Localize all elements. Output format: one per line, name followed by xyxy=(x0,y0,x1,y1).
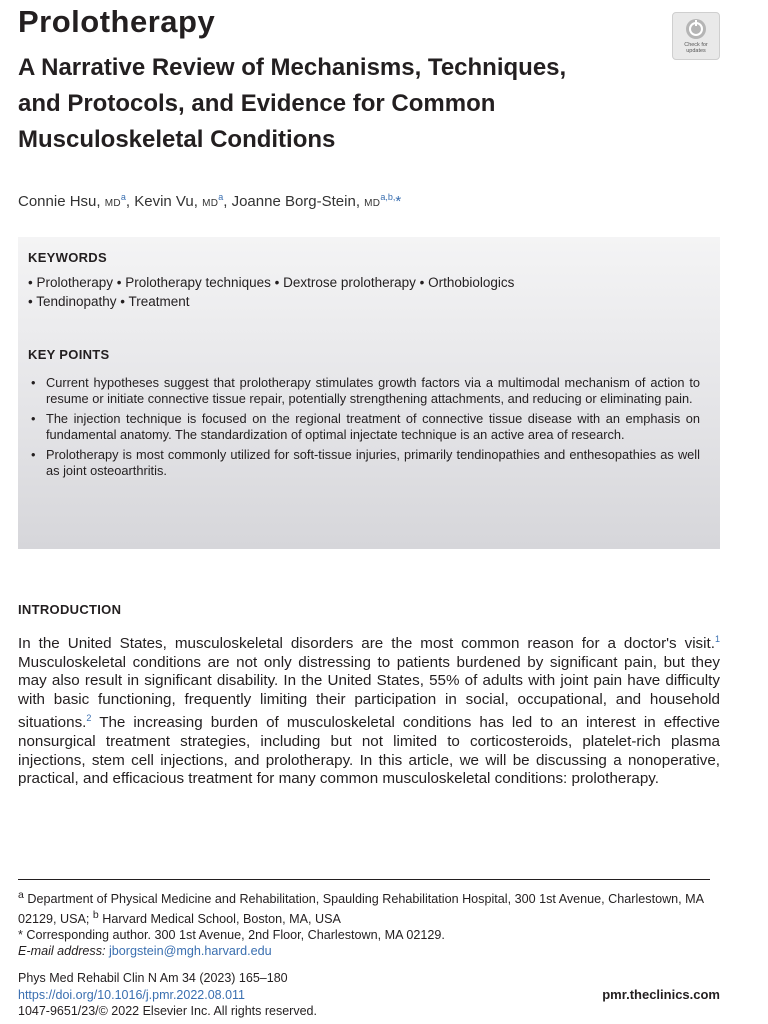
subtitle-line-1: A Narrative Review of Mechanisms, Techniques, xyxy=(18,54,567,81)
reference-link[interactable]: 2 xyxy=(86,713,92,724)
footnotes xyxy=(18,887,718,959)
author-name: Kevin Vu, xyxy=(134,193,198,210)
article-subtitle xyxy=(18,50,688,158)
journal-info xyxy=(18,970,317,1020)
doi-link[interactable]: https://doi.org/10.1016/j.pmr.2022.08.011 xyxy=(18,987,246,1002)
affiliation-mark: a xyxy=(18,889,24,901)
check-for-updates-icon xyxy=(685,18,707,40)
author-affiliation-link[interactable]: a,b, xyxy=(380,192,396,202)
email-line xyxy=(18,943,718,959)
introduction-paragraph xyxy=(18,630,720,789)
affiliations-footnote xyxy=(18,887,718,927)
key-point-item: • Prolotherapy is most commonly utilized for soft-tissue injuries, primarily tendinopathies and enthesopathies as well as joint osteoarthritis. xyxy=(28,447,700,478)
author-affiliation-link[interactable]: a xyxy=(218,192,224,202)
author-affiliation-link[interactable]: a xyxy=(120,192,126,202)
key-point-item: • Current hypotheses suggest that prolotherapy stimulates growth factors via a multimodal mechanism of action to resume or initiate connective tissue repair, potentially strengthening attachments, and reducing or eliminating pain. xyxy=(28,375,700,406)
affiliation-a: Department of Physical Medicine and Rehabilitation, Spaulding Rehabilitation Hospital, 300 1st Avenue, Charlestown, MA 02129, USA; xyxy=(18,892,704,927)
intro-text-2: Musculoskeletal conditions are not only distressing to patients burdened by significant pain, but they may also result in significant disability. In the United States, 55% of adults with joint pain have difficulty with basic functioning, frequently limiting their participation in social, occupational, and household situations. xyxy=(18,653,720,732)
author-degree: MD xyxy=(104,198,121,209)
corresponding-author-mark[interactable]: * xyxy=(395,193,402,210)
keywords-line-1: • Prolotherapy • Prolotherapy techniques • Dextrose prolotherapy • Orthobiologics xyxy=(28,275,515,290)
intro-text-1: In the United States, musculoskeletal disorders are the most common reason for a doctor's visit. xyxy=(18,635,715,653)
author-name: Connie Hsu, xyxy=(18,193,101,210)
footnote-divider xyxy=(18,879,710,880)
email-label: E-mail address: xyxy=(18,944,106,959)
key-points-heading: KEY POINTS xyxy=(28,347,110,362)
affiliation-mark: b xyxy=(92,909,99,922)
reference-link[interactable]: 1 xyxy=(714,634,720,644)
abstract-box xyxy=(18,237,720,549)
copyright-line: 1047-9651/23/© 2022 Elsevier Inc. All rights reserved. xyxy=(18,1004,317,1018)
article-title: Prolotherapy xyxy=(18,4,216,39)
author-degree: MD xyxy=(364,198,381,209)
badge-text-line2: updates xyxy=(686,48,706,54)
email-link[interactable]: jborgstein@mgh.harvard.edu xyxy=(109,944,272,959)
author-degree: MD xyxy=(202,198,219,209)
author-list: Connie Hsu, $MD^a$, Kevin Vu, $MD^a$, Joanne Borg-Stein, $MD^{a,b,}*$ xyxy=(18,192,402,210)
journal-citation: Phys Med Rehabil Clin N Am 34 (2023) 165–180 xyxy=(18,971,288,985)
journal-website[interactable]: pmr.theclinics.com xyxy=(602,987,720,1002)
key-point-item: • The injection technique is focused on the regional treatment of connective tissue disease with an emphasis on fundamental anatomy. The standardization of optimal injectate technique is an active area of research. xyxy=(28,411,700,442)
subtitle-line-3: Musculoskeletal Conditions xyxy=(18,126,336,153)
affiliation-b: Harvard Medical School, Boston, MA, USA xyxy=(98,912,341,927)
subtitle-line-2: and Protocols, and Evidence for Common xyxy=(18,90,496,117)
keywords-heading: KEYWORDS xyxy=(28,250,107,265)
keywords-line-2: • Tendinopathy • Treatment xyxy=(28,294,190,309)
badge-text-line1: Check for xyxy=(684,42,708,48)
intro-text-3: The increasing burden of musculoskeletal conditions has led to an interest in effective nonsurgical treatment strategies, including but not limited to corticosteroids, platelet-rich plasma injections, stem cell injections, and prolotherapy. In this article, we will be discussing a nonoperative, practical, and efficacious treatment for many common musculoskeletal conditions: prolotherapy. xyxy=(18,714,720,788)
key-points-list xyxy=(28,375,700,483)
author-name: Joanne Borg-Stein, xyxy=(231,193,360,210)
corresponding-author-note: * Corresponding author. 300 1st Avenue, 2nd Floor, Charlestown, MA 02129. xyxy=(18,928,445,943)
introduction-heading: INTRODUCTION xyxy=(18,602,122,617)
